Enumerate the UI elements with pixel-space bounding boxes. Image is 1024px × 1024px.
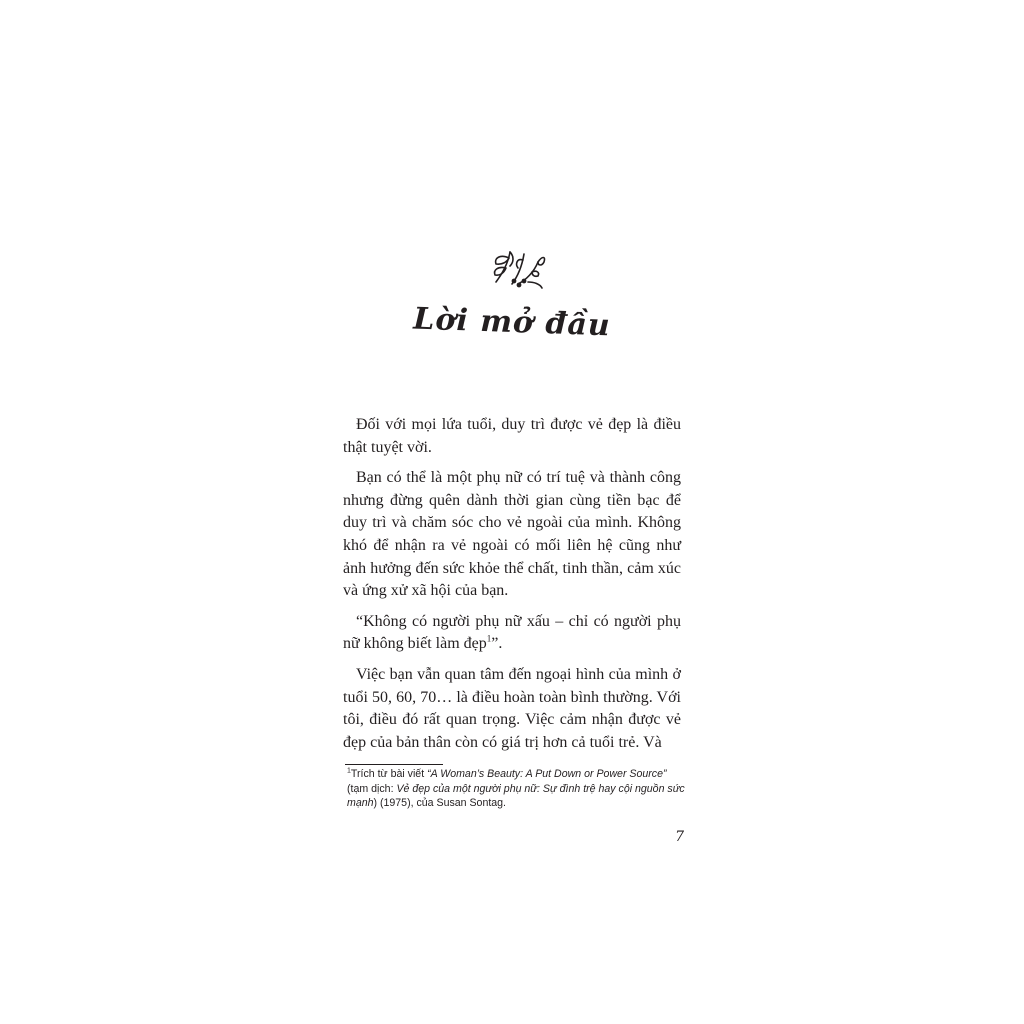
body-text <box>343 414 681 762</box>
footnote-marker: 1 <box>347 767 351 775</box>
quote-text: “Không có người phụ nữ xấu – chỉ có người phụ nữ không biết làm đẹp <box>343 612 681 653</box>
footnote-translated-title: Vẻ đẹp của một người phụ nữ: Sự đình trệ hay cội nguồn sức mạnh <box>347 782 685 809</box>
paragraph: Việc bạn vẫn quan tâm đến ngoại hình của mình ở tuổi 50, 60, 70… là điều hoàn toàn bình thường. Với tôi, điều đó rất quan trọng. Việc cảm nhận được vẻ đẹp của bản thân còn có giá trị hơn cả tuổi trẻ. Và <box>343 665 681 751</box>
chapter-title: Lời mở đầu <box>412 301 612 344</box>
paragraph: Đối với mọi lứa tuổi, duy trì được vẻ đẹp là điều thật tuyệt vời. <box>343 416 681 456</box>
footnote-article-title: “A Woman’s Beauty: A Put Down or Power Source” <box>427 768 667 780</box>
quote-closing: ”. <box>491 635 503 653</box>
footnote-divider <box>345 764 443 765</box>
footnote-middle: (tạm dịch: <box>347 782 397 795</box>
footnote-reference[interactable]: 1 <box>486 634 492 645</box>
page-number: 7 <box>675 829 684 845</box>
paragraph: Bạn có thể là một phụ nữ có trí tuệ và thành công nhưng đừng quên dành thời gian cùng tiền bạc để duy trì và chăm sóc cho vẻ ngoài của mình. Không khó để nhận ra vẻ ngoài có mối liên hệ cũng như ảnh hưởng đến sức khỏe thể chất, tinh thần, cảm xúc và ứng xử xã hội của bạn. <box>343 469 681 600</box>
footnote-prefix: Trích từ bài viết <box>350 768 428 780</box>
leaf-sprig-icon <box>488 246 548 290</box>
footnote <box>347 767 687 811</box>
quote-paragraph <box>343 611 681 656</box>
footnote-suffix: ) (1975), của Susan Sontag. <box>373 797 507 809</box>
